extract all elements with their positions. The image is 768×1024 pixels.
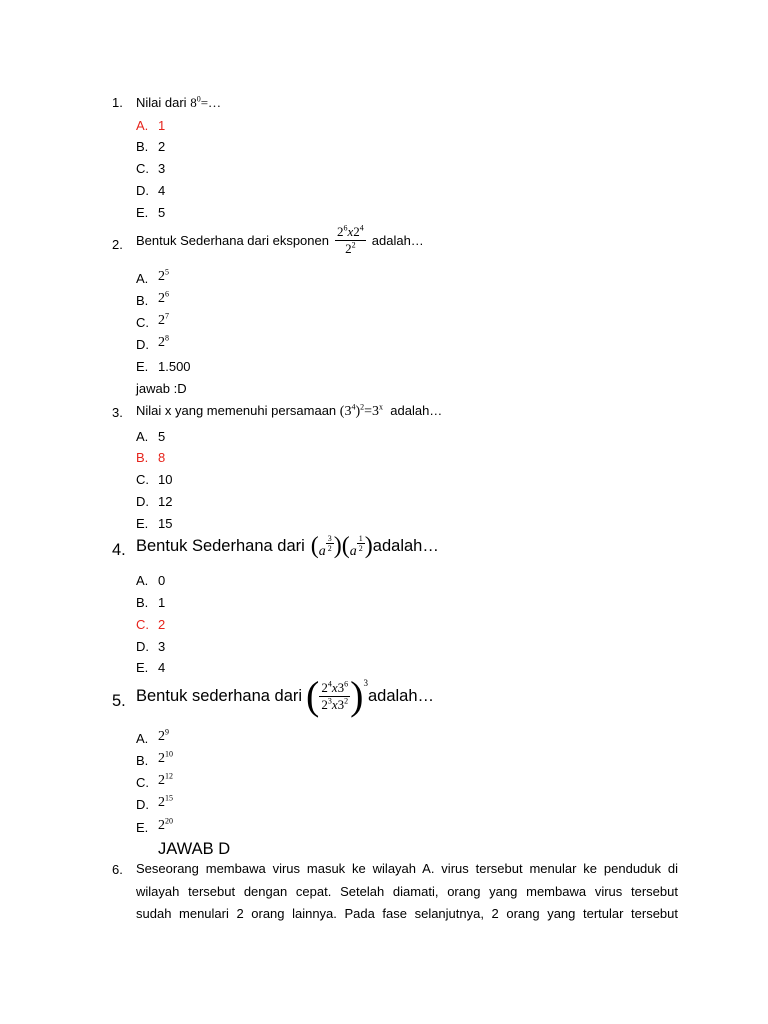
option-value: 1.500	[158, 359, 191, 374]
option-letter: E.	[136, 660, 149, 675]
option-letter: D.	[136, 639, 149, 654]
option-value: 4	[158, 183, 166, 198]
math-base: 2	[158, 269, 165, 284]
option-value: 10	[158, 472, 173, 487]
math-base: 2	[321, 696, 328, 712]
option-value	[158, 795, 173, 811]
question-number: 2.	[112, 237, 123, 252]
math-exponent: 6	[165, 289, 169, 299]
question-suffix: adalah…	[367, 686, 435, 705]
option-letter: E.	[136, 516, 149, 531]
fraction-denominator	[335, 241, 366, 257]
power-term	[319, 534, 334, 560]
option-value: 5	[158, 429, 166, 444]
math-exponent: 10	[165, 749, 173, 759]
math-base: 2	[336, 224, 344, 239]
option-letter: B.	[136, 450, 149, 465]
math-base: 2	[158, 291, 165, 306]
option-letter: E.	[136, 205, 149, 220]
paren-close: )	[355, 404, 361, 419]
option-letter: D.	[136, 337, 149, 352]
math-exponent: 12	[165, 771, 173, 781]
fraction-numerator	[319, 680, 350, 697]
math-base: 8	[190, 95, 197, 110]
math-base: 3	[337, 679, 345, 695]
fraction	[335, 224, 366, 257]
option-letter: D.	[136, 183, 149, 198]
math-operator: x	[347, 224, 354, 239]
option-value: 2	[158, 617, 166, 632]
paren-open: (	[306, 673, 320, 718]
option-letter: A.	[136, 573, 149, 588]
math-exponent: 3	[363, 678, 368, 688]
math-equals: =3	[364, 404, 380, 419]
paragraph-line: Seseorang membawa virus masuk ke wilayah A. virus tersebut menular ke penduduk di	[136, 861, 678, 876]
fraction-exponent	[357, 534, 365, 553]
option-value	[158, 291, 169, 307]
question-suffix: adalah…	[371, 233, 424, 248]
math-exponent: x	[379, 402, 384, 412]
answer-note: JAWAB D	[158, 840, 231, 858]
math-exponent: 4	[359, 223, 364, 233]
option-letter: E.	[136, 359, 149, 374]
fraction-denominator: 2	[327, 543, 332, 553]
question-number: 6.	[112, 862, 123, 877]
option-value	[158, 313, 169, 329]
math-base: 2	[158, 729, 165, 744]
option-value	[158, 773, 173, 789]
math-base: 3	[344, 404, 352, 419]
option-value: 3	[158, 161, 166, 176]
question-number: 1.	[112, 95, 123, 110]
option-value: 3	[158, 639, 166, 654]
math-base: 2	[158, 795, 165, 810]
math-exponent: 0	[196, 94, 201, 104]
option-value: 12	[158, 494, 173, 509]
option-value: 4	[158, 660, 166, 675]
question-number: 5.	[112, 692, 126, 710]
option-value: 2	[158, 139, 166, 154]
math-tail: =…	[200, 95, 222, 110]
math-base: 2	[345, 241, 352, 256]
fraction	[319, 680, 350, 713]
option-letter: C.	[136, 617, 149, 632]
math-base: 2	[158, 313, 165, 328]
option-letter: B.	[136, 139, 149, 154]
question-paragraph	[136, 858, 678, 926]
fraction-denominator: 2	[358, 543, 363, 553]
paragraph-line: sudah menulari 2 orang lainnya. Pada fase selanjutnya, 2 orang yang tertular tersebut	[136, 906, 678, 921]
paren-open: (	[341, 533, 350, 559]
option-letter: D.	[136, 494, 149, 509]
math-expression	[340, 404, 383, 419]
option-letter: B.	[136, 753, 149, 768]
paren-close: )	[364, 533, 373, 559]
option-value: 8	[158, 450, 166, 465]
math-exponent: 4	[327, 679, 332, 689]
power-term	[350, 534, 365, 560]
option-letter: C.	[136, 775, 149, 790]
option-value: 1	[158, 595, 166, 610]
option-value	[158, 751, 173, 767]
option-letter: C.	[136, 315, 149, 330]
math-exponent: 2	[344, 696, 349, 706]
option-value: 0	[158, 573, 166, 588]
fraction-numerator: 3	[327, 533, 332, 543]
option-letter: A.	[136, 271, 149, 286]
math-exponent: 2	[351, 240, 356, 250]
fraction-exponent	[326, 534, 334, 553]
math-exponent: 9	[165, 727, 169, 737]
math-base: 2	[158, 751, 165, 766]
option-value	[158, 335, 169, 351]
option-letter: C.	[136, 161, 149, 176]
question-suffix: adalah…	[390, 403, 443, 418]
math-operator: x	[331, 679, 338, 695]
paren-close: )	[350, 673, 364, 718]
math-base: 2	[158, 773, 165, 788]
option-letter: A.	[136, 429, 149, 444]
question-number: 3.	[112, 405, 123, 420]
math-exponent: 8	[165, 333, 169, 343]
math-exponent: 6	[343, 223, 348, 233]
option-value: 15	[158, 516, 173, 531]
question-text	[136, 95, 221, 111]
option-letter: A.	[136, 118, 149, 133]
math-base: 2	[321, 679, 328, 695]
question-number: 4.	[112, 541, 126, 559]
math-expression	[190, 95, 221, 110]
option-letter: C.	[136, 472, 149, 487]
math-exponent: 15	[165, 793, 173, 803]
option-value	[158, 729, 169, 745]
option-letter: E.	[136, 820, 149, 835]
math-base: 3	[337, 696, 345, 712]
math-base: 2	[158, 818, 165, 833]
option-letter: B.	[136, 595, 149, 610]
question-text	[136, 533, 439, 560]
paren-close: )	[333, 533, 342, 559]
math-base: 2	[353, 224, 360, 239]
question-label: Bentuk Sederhana dari	[136, 537, 305, 555]
fraction-denominator	[319, 697, 350, 713]
math-base: a	[318, 543, 326, 559]
paren-open: (	[339, 404, 345, 419]
math-base: a	[349, 543, 357, 559]
math-exponent: 4	[351, 402, 356, 412]
question-label: Bentuk sederhana dari	[136, 686, 303, 705]
paragraph-line: wilayah tersebut dengan cepat. Setelah diamati, orang yang membawa virus tersebut	[136, 883, 678, 899]
math-exponent: 2	[360, 402, 365, 412]
fraction-numerator	[335, 224, 366, 241]
question-suffix: adalah…	[372, 537, 439, 555]
math-expression	[306, 673, 368, 718]
paren-open: (	[310, 533, 319, 559]
fraction-numerator: 1	[358, 533, 363, 543]
math-base: 2	[158, 335, 165, 350]
math-exponent: 7	[165, 311, 169, 321]
option-value: 1	[158, 118, 166, 133]
math-expression	[311, 533, 373, 560]
option-value: 5	[158, 205, 166, 220]
question-label: Bentuk Sederhana dari eksponen	[136, 233, 329, 248]
question-text	[136, 403, 442, 420]
option-value	[158, 269, 169, 285]
question-text	[136, 673, 435, 718]
math-operator: x	[331, 696, 338, 712]
question-label: Nilai x yang memenuhi persamaan	[136, 403, 337, 418]
math-exponent: 3	[327, 696, 332, 706]
math-exponent: 20	[165, 816, 173, 826]
question-label: Nilai dari	[136, 95, 187, 110]
option-letter: A.	[136, 731, 149, 746]
question-text	[136, 224, 424, 257]
option-letter: D.	[136, 797, 149, 812]
option-value	[158, 818, 173, 834]
math-exponent: 5	[165, 267, 169, 277]
math-exponent: 6	[344, 679, 349, 689]
option-letter: B.	[136, 293, 149, 308]
answer-note: jawab :D	[136, 381, 187, 396]
